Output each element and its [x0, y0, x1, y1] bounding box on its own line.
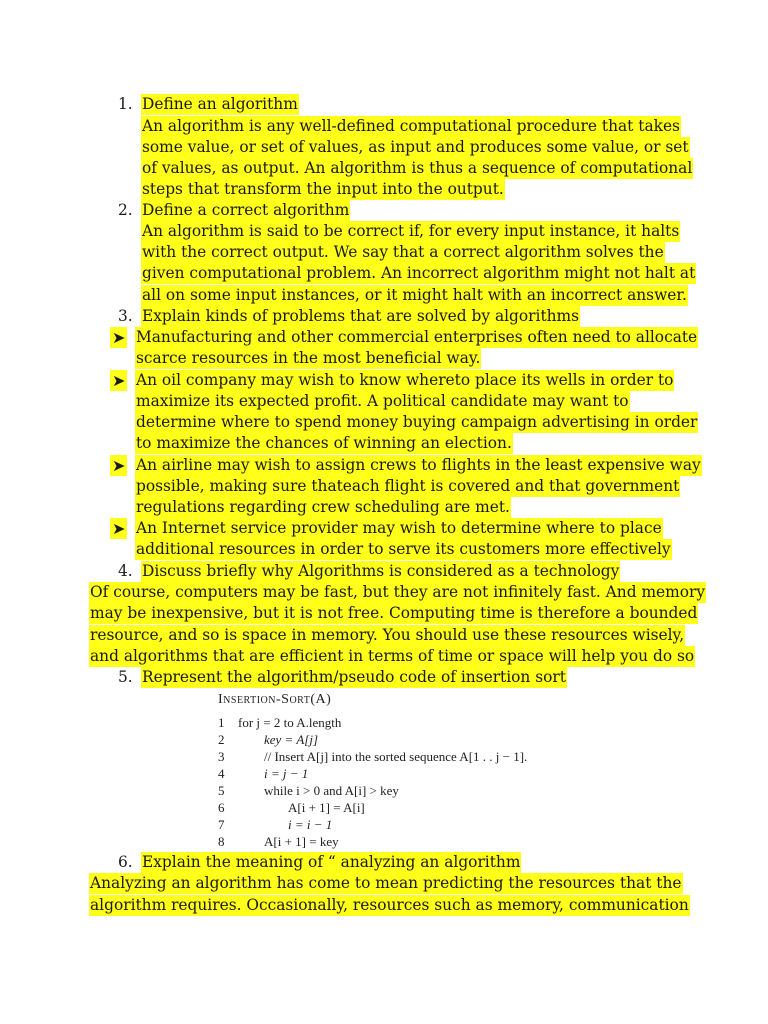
item-heading: Define a correct algorithm	[142, 201, 350, 219]
pseudocode-line	[218, 731, 318, 748]
bullet-line: An Internet service provider may wish to determine where to place	[136, 519, 662, 537]
paragraph-line: Of course, computers may be fast, but they are not infinitely fast. And memory	[90, 583, 706, 601]
line-text: i = i − 1	[288, 817, 333, 832]
item-heading: Define an algorithm	[142, 95, 298, 113]
definition-line: all on some input instances, or it might halt with an incorrect answer.	[142, 286, 687, 304]
pseudocode-line	[218, 816, 332, 833]
item-number: 2.	[118, 201, 133, 219]
bullet-line: An airline may wish to assign crews to flights in the least expensive way	[136, 456, 701, 474]
arrowhead-bullet-icon: ➤	[112, 456, 126, 475]
item-heading: Explain the meaning of “ analyzing an algorithm	[142, 853, 521, 871]
definition-line: steps that transform the input into the output.	[142, 180, 504, 198]
arrowhead-bullet-icon: ➤	[112, 519, 126, 538]
bullet-line: determine where to spend money buying campaign advertising in order	[136, 413, 698, 431]
line-number: 7	[218, 817, 225, 832]
line-text: A[i + 1] = key	[264, 834, 339, 849]
pseudocode-line	[218, 782, 399, 799]
bullet-line: Manufacturing and other commercial enterprises often need to allocate	[136, 328, 698, 346]
item-heading: Discuss briefly why Algorithms is considered as a technology	[142, 562, 620, 580]
line-number: 8	[218, 834, 225, 849]
paragraph-line: resource, and so is space in memory. You should use these resources wisely,	[90, 626, 685, 644]
arrowhead-bullet-icon: ➤	[112, 328, 126, 347]
definition-line: with the correct output. We say that a correct algorithm solves the	[142, 243, 664, 261]
bullet-line: scarce resources in the most beneficial way.	[136, 349, 481, 367]
definition-line: some value, or set of values, as input and produces some value, or set	[142, 138, 689, 156]
pseudocode-title: Insertion-Sort(A)	[218, 692, 332, 707]
item-number: 1.	[118, 95, 133, 113]
line-number: 4	[218, 766, 225, 781]
definition-line: given computational problem. An incorrect algorithm might not halt at	[142, 264, 696, 282]
pseudocode-line	[218, 765, 308, 782]
item-number: 6.	[118, 853, 133, 871]
pseudocode-line	[218, 833, 339, 850]
line-text: i = j − 1	[264, 766, 309, 781]
bullet-line: regulations regarding crew scheduling are met.	[136, 498, 510, 516]
paragraph-line: may be inexpensive, but it is not free. Computing time is therefore a bounded	[90, 604, 698, 622]
line-text: key = A[j]	[264, 732, 319, 747]
item-number: 3.	[118, 307, 133, 325]
bullet-line: additional resources in order to serve its customers more effectively	[136, 540, 671, 558]
line-number: 1	[218, 715, 225, 730]
pseudocode-line	[218, 748, 527, 765]
line-text: A[i + 1] = A[i]	[288, 800, 365, 815]
line-text: while i > 0 and A[i] > key	[264, 783, 399, 798]
paragraph-line: algorithm requires. Occasionally, resources such as memory, communication	[90, 896, 689, 914]
line-text: for j = 2 to A.length	[238, 715, 342, 730]
bullet-line: to maximize the chances of winning an election.	[136, 434, 512, 452]
bullet-line: An oil company may wish to know whereto place its wells in order to	[136, 371, 674, 389]
arrowhead-bullet-icon: ➤	[112, 371, 126, 390]
item-heading: Explain kinds of problems that are solved by algorithms	[142, 307, 580, 325]
bullet-line: possible, making sure thateach flight is covered and that government	[136, 477, 680, 495]
bullet-line: maximize its expected profit. A political candidate may want to	[136, 392, 629, 410]
line-text: // Insert A[j] into the sorted sequence A[1 . . j − 1].	[264, 749, 528, 764]
definition-line: An algorithm is any well-defined computational procedure that takes	[142, 117, 680, 135]
line-number: 2	[218, 732, 225, 747]
line-number: 3	[218, 749, 225, 764]
paragraph-line: Analyzing an algorithm has come to mean predicting the resources that the	[90, 874, 682, 892]
line-number: 5	[218, 783, 225, 798]
definition-line: of values, as output. An algorithm is thus a sequence of computational	[142, 159, 693, 177]
item-heading: Represent the algorithm/pseudo code of insertion sort	[142, 668, 566, 686]
pseudocode-line	[218, 714, 341, 731]
definition-line: An algorithm is said to be correct if, for every input instance, it halts	[142, 222, 680, 240]
item-number: 4.	[118, 562, 133, 580]
item-number: 5.	[118, 668, 133, 686]
pseudocode-line	[218, 799, 365, 816]
line-number: 6	[218, 800, 225, 815]
paragraph-line: and algorithms that are efficient in terms of time or space will help you do so	[90, 647, 695, 665]
